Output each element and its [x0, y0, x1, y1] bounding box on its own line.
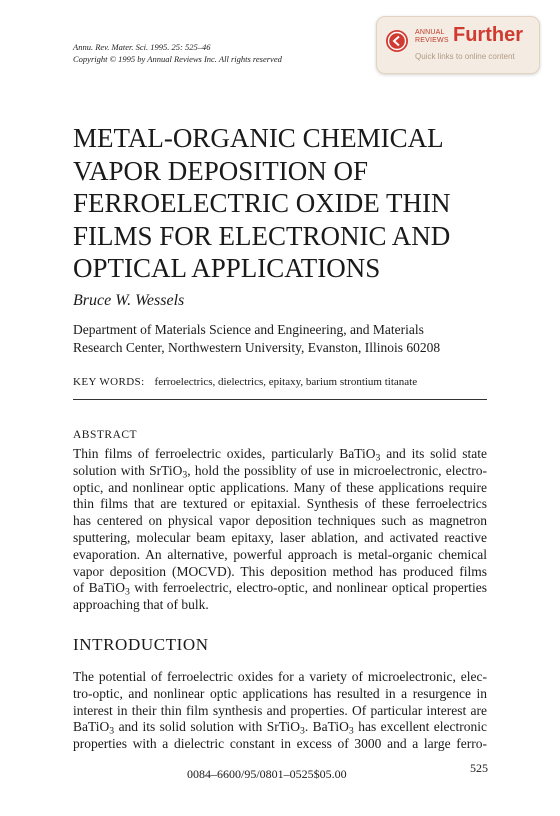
abstract-line: thin films that are textured or epitaxial. Synthesis of these ferroelectrics — [73, 496, 487, 512]
annual-reviews-wordmark — [415, 29, 449, 45]
abstract-text: , hold the possiblity of use in microelectronic, electro- — [187, 462, 487, 478]
keywords-label: KEY WORDS: — [73, 376, 145, 388]
abstract-text: solution with SrTiO — [73, 462, 183, 478]
subscript: 3 — [109, 725, 115, 737]
section-divider — [73, 399, 487, 400]
introduction-body — [73, 669, 487, 753]
subscript: 3 — [299, 725, 305, 737]
keywords-text: ferroelectrics, dielectrics, epitaxy, barium strontium titanate — [154, 376, 418, 388]
affiliation-line: Research Center, Northwestern University, Evanston, Illinois 60208 — [73, 340, 441, 355]
title-line: FILMS FOR ELECTRONIC AND — [73, 220, 451, 251]
introduction-heading: INTRODUCTION — [73, 635, 209, 654]
journal-reference: Annu. Rev. Mater. Sci. 1995. 25: 525–46 — [73, 42, 211, 52]
intro-line — [73, 719, 487, 736]
author-affiliation — [73, 321, 493, 357]
page-number: 525 — [470, 761, 488, 775]
abstract-body — [73, 446, 487, 614]
title-line: VAPOR DEPOSITION OF — [73, 155, 369, 186]
further-label: Further — [453, 24, 523, 46]
abstract-text: with ferroelectric, electro-optic, and nonlinear optical properties — [129, 580, 487, 596]
intro-line: interest in their thin film synthesis and properties. Of particular interest are — [73, 702, 487, 718]
author-name: Bruce W. Wessels — [73, 292, 185, 309]
abstract-line: vapor deposition (MOCVD). This deposition method has produced films — [73, 563, 487, 579]
intro-text: and its solid solution with SrTiO — [114, 719, 300, 735]
subscript: 3 — [124, 586, 130, 598]
annual-label: ANNUAL — [415, 29, 445, 36]
intro-text: has excellent electronic — [353, 719, 487, 735]
intro-line: The potential of ferroelectric oxides for a variety of microelectronic, elec- — [73, 669, 487, 684]
article-code: 0084–6600/95/0801–0525$05.00 — [187, 767, 347, 781]
abstract-heading: ABSTRACT — [73, 429, 138, 441]
abstract-line: evaporation. An alternative, powerful approach is metal-organic chemical — [73, 546, 487, 562]
title-line: OPTICAL APPLICATIONS — [73, 253, 381, 283]
further-links-badge[interactable] — [376, 16, 540, 74]
abstract-text: Thin films of ferroelectric oxides, particularly BaTiO — [73, 446, 376, 461]
reviews-label: REVIEWS — [415, 37, 449, 44]
journal-citation — [73, 41, 282, 65]
keywords-line — [73, 375, 417, 389]
abstract-line: optic, and nonlinear optic applications. Many of these applications require — [73, 479, 487, 495]
intro-line: properties with a dielectric constant in excess of 3000 and a large ferro- — [73, 736, 487, 752]
abstract-line: sputtering, molecular beam epitaxy, laser ablation, and activated reactive — [73, 529, 487, 545]
abstract-line — [73, 463, 487, 480]
abstract-line: approaching that of bulk. — [73, 597, 209, 613]
title-line: FERROELECTRIC OXIDE THIN — [73, 188, 451, 218]
abstract-text: and its solid state — [380, 446, 487, 461]
abstract-line — [73, 446, 487, 463]
intro-line: tro-optic, and nonlinear optic applications has resulted in a resurgence in — [73, 685, 487, 701]
intro-text: . BaTiO — [304, 719, 349, 735]
abstract-line — [73, 580, 487, 597]
copyright-notice: Copyright © 1995 by Annual Reviews Inc. All rights reserved — [73, 54, 282, 64]
intro-text: BaTiO — [73, 719, 110, 735]
subscript: 3 — [182, 469, 188, 481]
subscript: 3 — [348, 725, 354, 737]
article-title — [73, 122, 513, 285]
abstract-line: has centered on physical vapor deposition techniques such as magnetron — [73, 513, 487, 529]
annual-reviews-logo-icon — [386, 30, 408, 52]
quick-links-tagline: Quick links to online content — [415, 52, 515, 61]
title-line: METAL-ORGANIC CHEMICAL — [73, 123, 444, 153]
subscript: 3 — [375, 452, 381, 464]
affiliation-line: Department of Materials Science and Engineering, and Materials — [73, 322, 424, 337]
abstract-text: of BaTiO — [73, 580, 125, 596]
